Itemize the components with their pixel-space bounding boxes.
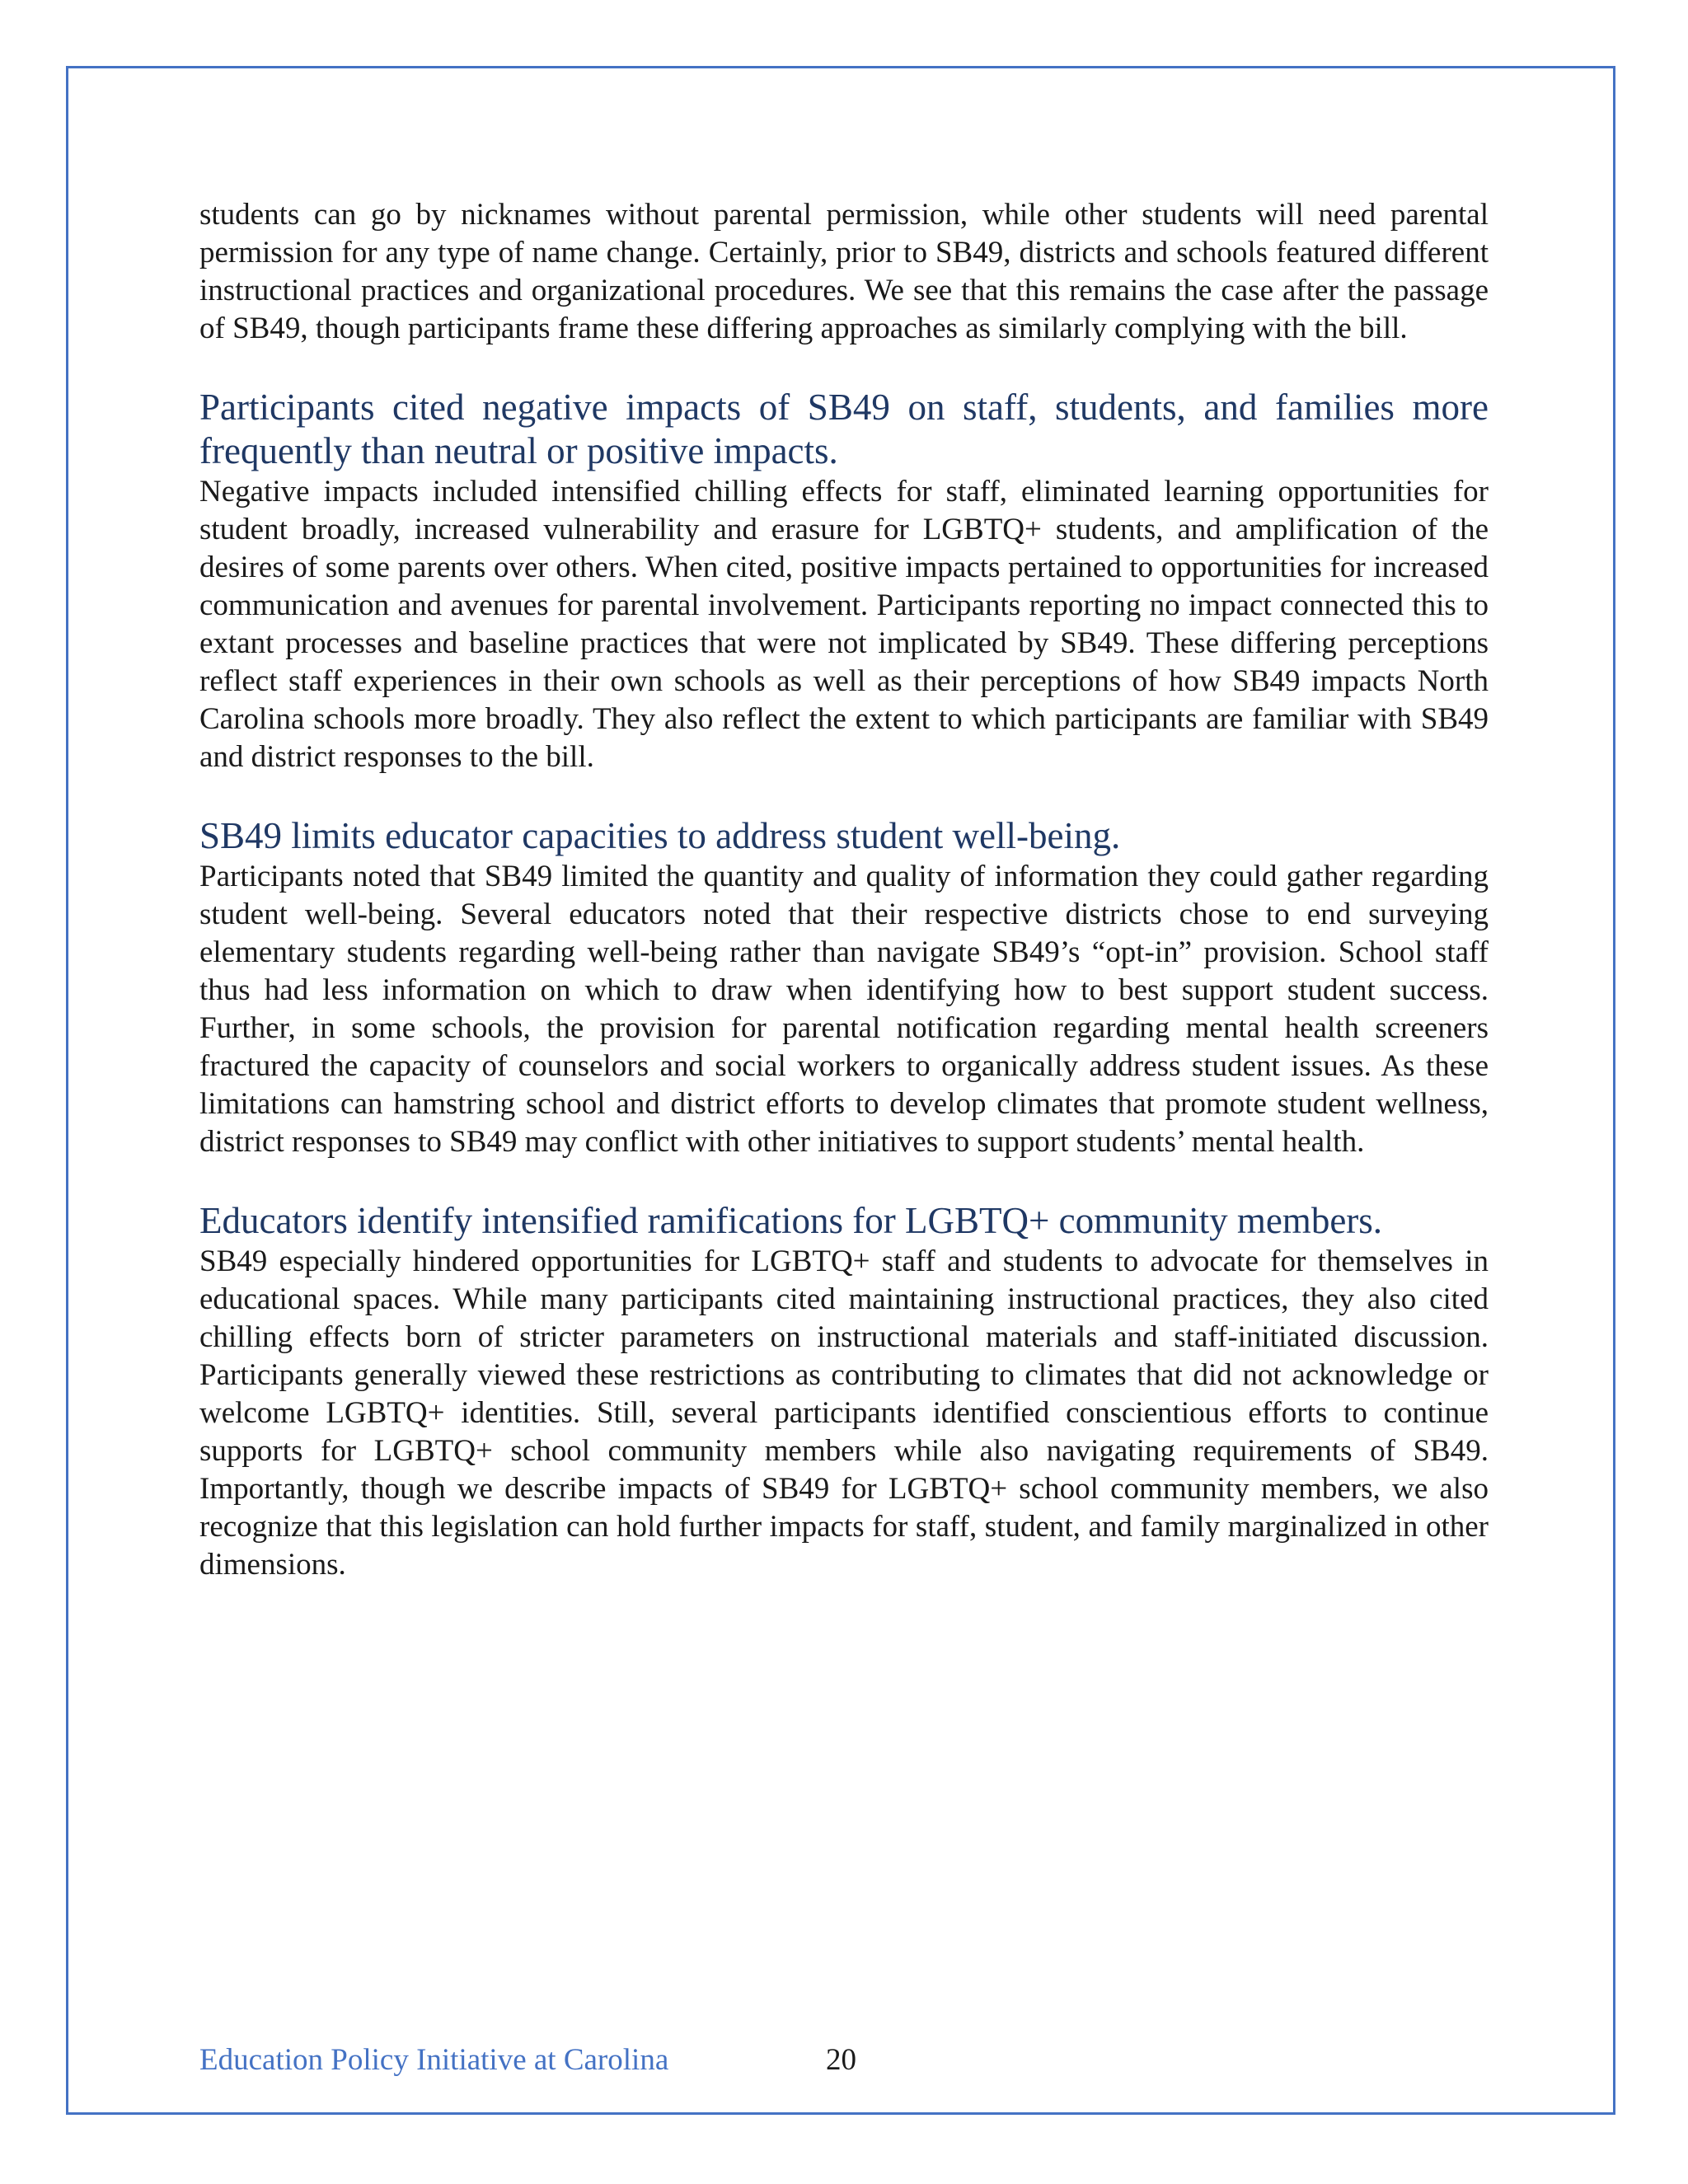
section-heading-lgbtq-ramifications: Educators identify intensified ramifications for LGBTQ+ community members. xyxy=(199,1200,1383,1241)
section-body-student-well-being: Participants noted that SB49 limited the quantity and quality of information they could gather regarding student well-being. Several educators noted that their respective districts chose to end surveying elementary students regarding well-being rather than navigate SB49’s “opt-in” provision. School staff thus had less information on which to draw when identifying how to best support student success. Further, in some schools, the provision for parental notification regarding mental health screeners fractured the capacity of counselors and social workers to organically address student issues. As these limitations can hamstring school and district efforts to develop climates that promote student wellness, district responses to SB49 may conflict with other initiatives to support students’ mental health. xyxy=(199,860,1489,1159)
section-body-lgbtq-ramifications: SB49 especially hindered opportunities for LGBTQ+ staff and students to advocate for themselves in educational spaces. While many participants cited maintaining instructional practices, they also cited chilling effects born of stricter parameters on instructional materials and staff-initiated discussion. Participants generally viewed these restrictions as contributing to climates that did not acknowledge or welcome LGBTQ+ identities. Still, several participants identified conscientious efforts to continue supports for LGBTQ+ school community members while also navigating requirements of SB49. Importantly, though we describe impacts of SB49 for LGBTQ+ school community members, we also recognize that this legislation can hold further impacts for staff, student, and family marginalized in other dimensions. xyxy=(199,1244,1489,1582)
page-content xyxy=(199,196,1489,1584)
footer-organization: Education Policy Initiative at Carolina xyxy=(199,2043,669,2077)
footer-page-number: 20 xyxy=(826,2043,856,2077)
section-heading-student-well-being: SB49 limits educator capacities to address student well-being. xyxy=(199,815,1121,856)
section-heading-negative-impacts: Participants cited negative impacts of SB49 on staff, students, and families more frequently than neutral or positive impacts. xyxy=(199,387,1489,471)
intro-paragraph: students can go by nicknames without parental permission, while other students will need parental permission for any type of name change. Certainly, prior to SB49, districts and schools featured different instructional practices and organizational procedures. We see that this remains the case after the passage of SB49, though participants frame these differing approaches as similarly complying with the bill. xyxy=(199,198,1489,345)
section-body-negative-impacts: Negative impacts included intensified chilling effects for staff, eliminated learning opportunities for student broadly, increased vulnerability and erasure for LGBTQ+ students, and amplification of the desires of some parents over others. When cited, positive impacts pertained to opportunities for increased communication and avenues for parental involvement. Participants reporting no impact connected this to extant processes and baseline practices that were not implicated by SB49. These differing perceptions reflect staff experiences in their own schools as well as their perceptions of how SB49 impacts North Carolina schools more broadly. They also reflect the extent to which participants are familiar with SB49 and district responses to the bill. xyxy=(199,475,1489,774)
page-footer xyxy=(199,2041,856,2079)
